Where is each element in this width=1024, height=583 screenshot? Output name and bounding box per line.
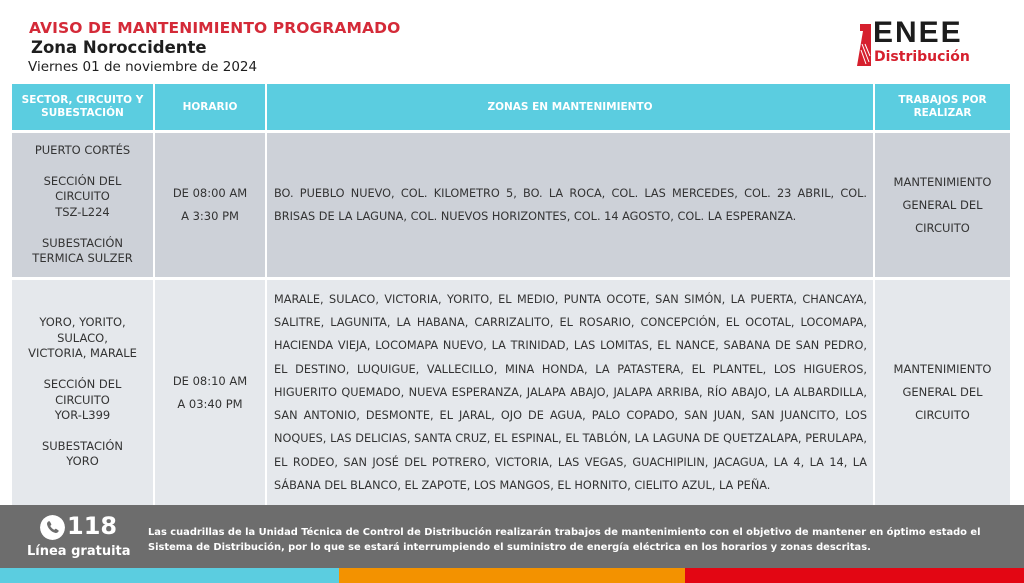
time-from: DE 08:00 AM — [172, 186, 248, 200]
phone-icon — [40, 515, 65, 540]
zones-list: MARALE, SULACO, VICTORIA, YORITO, EL MEDIO, PUNTA OCOTE, SAN SIMÓN, LA PUERTA, CHANCAYA, SALITRE, LAGUNITA, LA HABANA, CARRIZALITO, EL ROSARIO, CONCEPCIÓN, EL OCOTAL, LOCOMAPA, HACIENDA VIEJA, LOCOMAPA NUEVO, LA TRINIDAD, LAS LOMITAS, EL NANCE, SABANA DE SAN PEDRO, EL DESTINO, LUQUIGUE, VALLECILLO, MINA HONDA, LA PATASTERA, EL PLANTEL, LOS HIGUEROS, HIGUERITO QUEMADO, NUEVA ESPERANZA, JALAPA ABAJO, JALAPA ARRIBA, RÍO ABAJO, LA ALBARDILLA, SAN ANTONIO, DESMONTE, EL JARAL, OJO DE AGUA, PALO COPADO, SAN JUAN, SAN JUANCITO, LOS NOQUES, LAS DELICIAS, SANTA CRUZ, EL ESPINAL, EL TABLÓN, LA LAGUNA DE QUETZALAPA, PERULAPA, EL RODEO, SAN JOSÉ DEL POTRERO, VICTORIA, LAS VEGAS, GUACHIPILIN, JACAGUA, LA 4, LA 14, LA SÁBANA DEL BLANCO, EL ZAPOTE, LOS MANGOS, EL HORNITO, CIELITO AZUL, LA PEÑA. — [274, 292, 867, 493]
schedule-cell — [155, 280, 267, 505]
table-row — [12, 280, 1010, 505]
stripe-red — [685, 568, 1024, 583]
stripe-orange — [339, 568, 685, 583]
column-header-horario: HORARIO — [155, 84, 267, 130]
substation-name: TERMICA SULZER — [32, 251, 133, 266]
hotline-label: Línea gratuita — [27, 544, 131, 559]
work-cell — [875, 280, 1010, 505]
logo-brand-text: ENEE — [873, 16, 963, 49]
column-header-trabajos: TRABAJOS POR REALIZAR — [898, 94, 987, 119]
notice-date: Viernes 01 de noviembre de 2024 — [28, 59, 258, 75]
substation-label: SUBESTACIÓN — [41, 438, 124, 453]
substation-name: YORO — [66, 454, 99, 469]
work-cell — [875, 133, 1010, 277]
hotline-number: 118 — [67, 512, 118, 540]
sector-name: PUERTO CORTÉS — [34, 143, 131, 158]
maintenance-table — [12, 84, 1010, 505]
zones-cell — [267, 133, 875, 277]
notice-title: AVISO DE MANTENIMIENTO PROGRAMADO — [29, 19, 401, 37]
time-to: A 03:40 PM — [177, 396, 243, 411]
work-description: MANTENIMIENTO GENERAL DEL CIRCUITO — [893, 362, 992, 422]
enee-logo — [855, 16, 1005, 70]
notice-header — [0, 0, 1024, 84]
table-header-row — [12, 84, 1010, 130]
circuit-code: TSZ-L224 — [55, 205, 110, 219]
footer-banner — [0, 505, 1024, 568]
time-from: DE 08:10 AM — [172, 373, 248, 388]
work-description: MANTENIMIENTO GENERAL DEL CIRCUITO — [893, 174, 992, 235]
zones-cell — [267, 280, 875, 505]
substation-label: SUBESTACIÓN — [41, 235, 124, 250]
enee-tower-icon — [857, 22, 871, 66]
stripe-cyan — [0, 568, 339, 583]
sector-cell — [12, 280, 155, 505]
circuit-info — [12, 174, 153, 221]
table-row — [12, 133, 1010, 277]
sector-name: YORO, YORITO, SULACO, VICTORIA, MARALE — [28, 315, 137, 361]
column-header-sector: SECTOR, CIRCUITO Y SUBESTACIÓN — [12, 84, 155, 130]
schedule-cell — [155, 133, 267, 277]
footer-notice: Las cuadrillas de la Unidad Técnica de Control de Distribución realizarán trabajos de mantenimiento con el objetivo de mantener en óptimo estado el Sistema de Distribución, por lo que se estará interrumpiendo el suministro de energía eléctrica en los horarios y zonas descritas. — [148, 527, 981, 553]
section-label: SECCIÓN DEL CIRCUITO — [43, 173, 122, 204]
circuit-info — [12, 377, 153, 424]
zone-title: Zona Noroccidente — [31, 38, 207, 57]
circuit-code: YOR-L399 — [54, 408, 111, 423]
zones-list: BO. PUEBLO NUEVO, COL. KILOMETRO 5, BO. LA ROCA, COL. LAS MERCEDES, COL. 23 ABRIL, COL. BRISAS DE LA LAGUNA, COL. NUEVOS HORIZONTES, COL. 14 AGOSTO, COL. LA ESPERANZA. — [274, 186, 867, 223]
substation-info — [12, 439, 153, 470]
column-header-zonas: ZONAS EN MANTENIMIENTO — [267, 84, 875, 130]
substation-info — [12, 236, 153, 267]
time-to: A 3:30 PM — [181, 209, 239, 223]
logo-sub-text: Distribución — [874, 49, 970, 65]
sector-cell — [12, 133, 155, 277]
section-label: SECCIÓN DEL CIRCUITO — [43, 376, 122, 407]
